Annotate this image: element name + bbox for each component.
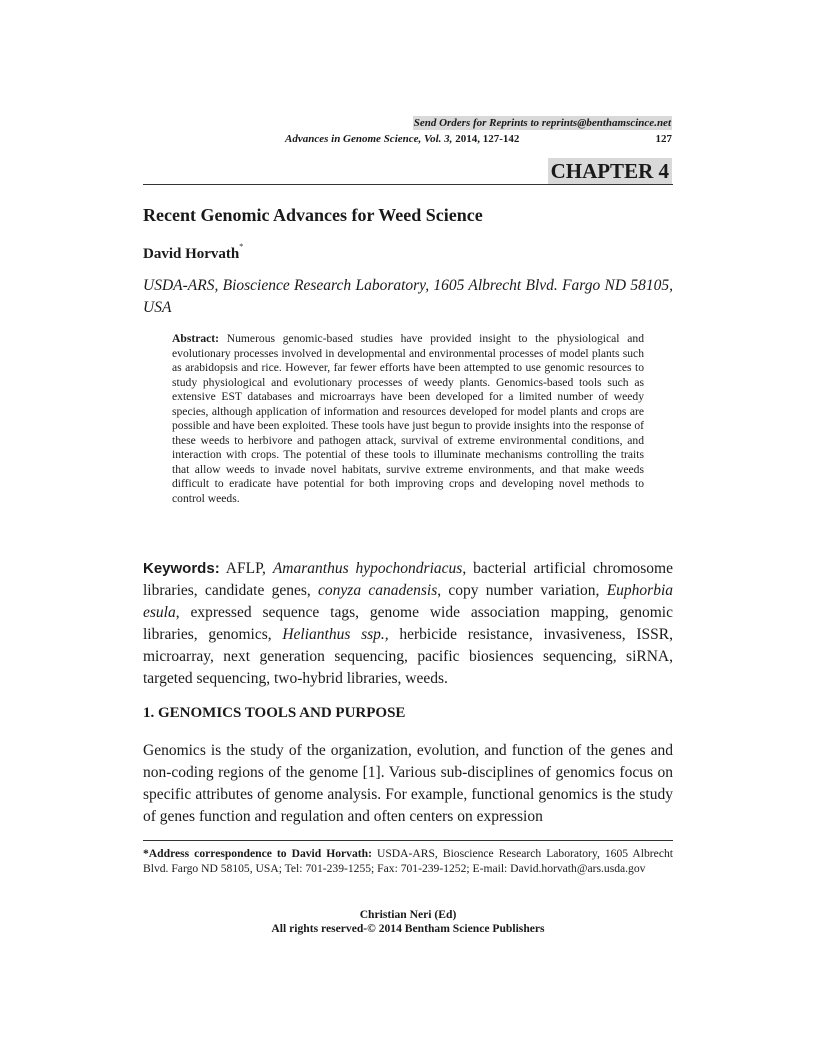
footnote-label: *Address correspondence to David Horvath: — [143, 847, 372, 860]
keyword-species: conyza canadensis — [318, 582, 438, 599]
publisher-info — [143, 908, 673, 936]
author-name: David Horvath — [143, 246, 240, 262]
abstract-label: Abstract: — [172, 332, 220, 345]
article-title: Recent Genomic Advances for Weed Science — [143, 205, 483, 225]
keyword-species: Amaranthus hypochondriacus — [272, 560, 463, 577]
keywords-text: , bacterial artificial chromosome libraries, candidate genes, — [143, 560, 673, 599]
body-paragraph: Genomics is the study of the organization, evolution, and function of the genes and non-coding regions of the genome [1]. Various sub-disciplines of genomics focus on specific attributes of genome analysis. For example, functional genomics is the study of genes function and regulation and often centers on expression — [143, 742, 673, 825]
abstract-text: Numerous genomic-based studies have provided insight to the physiological and evolutionary processes involved in developmental and environmental processes of model plants such as arabidopsis and rice. However, far fewer efforts have been attempted to use genomic resources to study physiological and evolutionary processes of weedy plants. Genomics-based tools such as extensive EST databases and microarrays have been developed for a limited number of weedy species, although application of information and resources developed for model plants and crops are possible and have been exploited. These tools have just begun to provide insights into the response of these weeds to herbivore and pathogen attack, survival of extreme environmental conditions, and interaction with crops. The potential of these tools to illuminate mechanisms controlling the traits that allow weeds to invade novel habitats, survive extreme environments, and that make weeds difficult to eradicate have potential for both improving crops and developing novel methods to control weeds. — [172, 332, 644, 505]
page-number: 127 — [655, 133, 672, 145]
keyword-species: Euphorbia esula — [143, 582, 673, 621]
abstract — [172, 332, 644, 506]
editor: Christian Neri (Ed) — [359, 908, 457, 921]
keywords — [143, 558, 673, 690]
chapter-divider — [143, 184, 673, 185]
footnote — [143, 846, 673, 876]
keywords-text: , expressed sequence tags, genome wide association mapping, genomic libraries, genomics, — [143, 604, 673, 643]
author — [143, 242, 243, 263]
keywords-label: Keywords: — [143, 560, 220, 577]
copyright: All rights reserved-© 2014 Bentham Science Publishers — [271, 922, 545, 935]
journal-citation — [285, 132, 672, 146]
affiliation: USDA-ARS, Bioscience Research Laboratory, 1605 Albrecht Blvd. Fargo ND 58105, USA — [143, 277, 673, 316]
journal-year-pages: 2014, 127-142 — [452, 133, 520, 145]
footnote-text: USDA-ARS, Bioscience Research Laboratory, 1605 Albrecht Blvd. Fargo ND 58105, USA; Tel: 701-239-1255; Fax: 701-239-1252; E-mail: David.horvath@ars.usda.gov — [143, 847, 673, 875]
keywords-text: herbicide resistance, invasiveness, ISSR, microarray, next generation sequencing, pacific biosiences sequencing, siRNA, targeted sequencing, two-hybrid libraries, weeds. — [143, 626, 673, 687]
footnote-divider — [143, 840, 673, 841]
reprint-notice: Send Orders for Reprints to reprints@benthamscince.net — [413, 117, 671, 129]
keywords-text: , copy number variation, — [437, 582, 607, 599]
correspondence-mark: * — [239, 242, 244, 251]
journal-name: Advances in Genome Science, Vol. 3, — [285, 133, 453, 145]
keyword-species: Helianthus ssp., — [282, 626, 389, 643]
chapter-label: CHAPTER 4 — [548, 158, 672, 184]
keywords-text: AFLP, — [219, 560, 273, 577]
section-heading: 1. GENOMICS TOOLS AND PURPOSE — [143, 705, 406, 721]
